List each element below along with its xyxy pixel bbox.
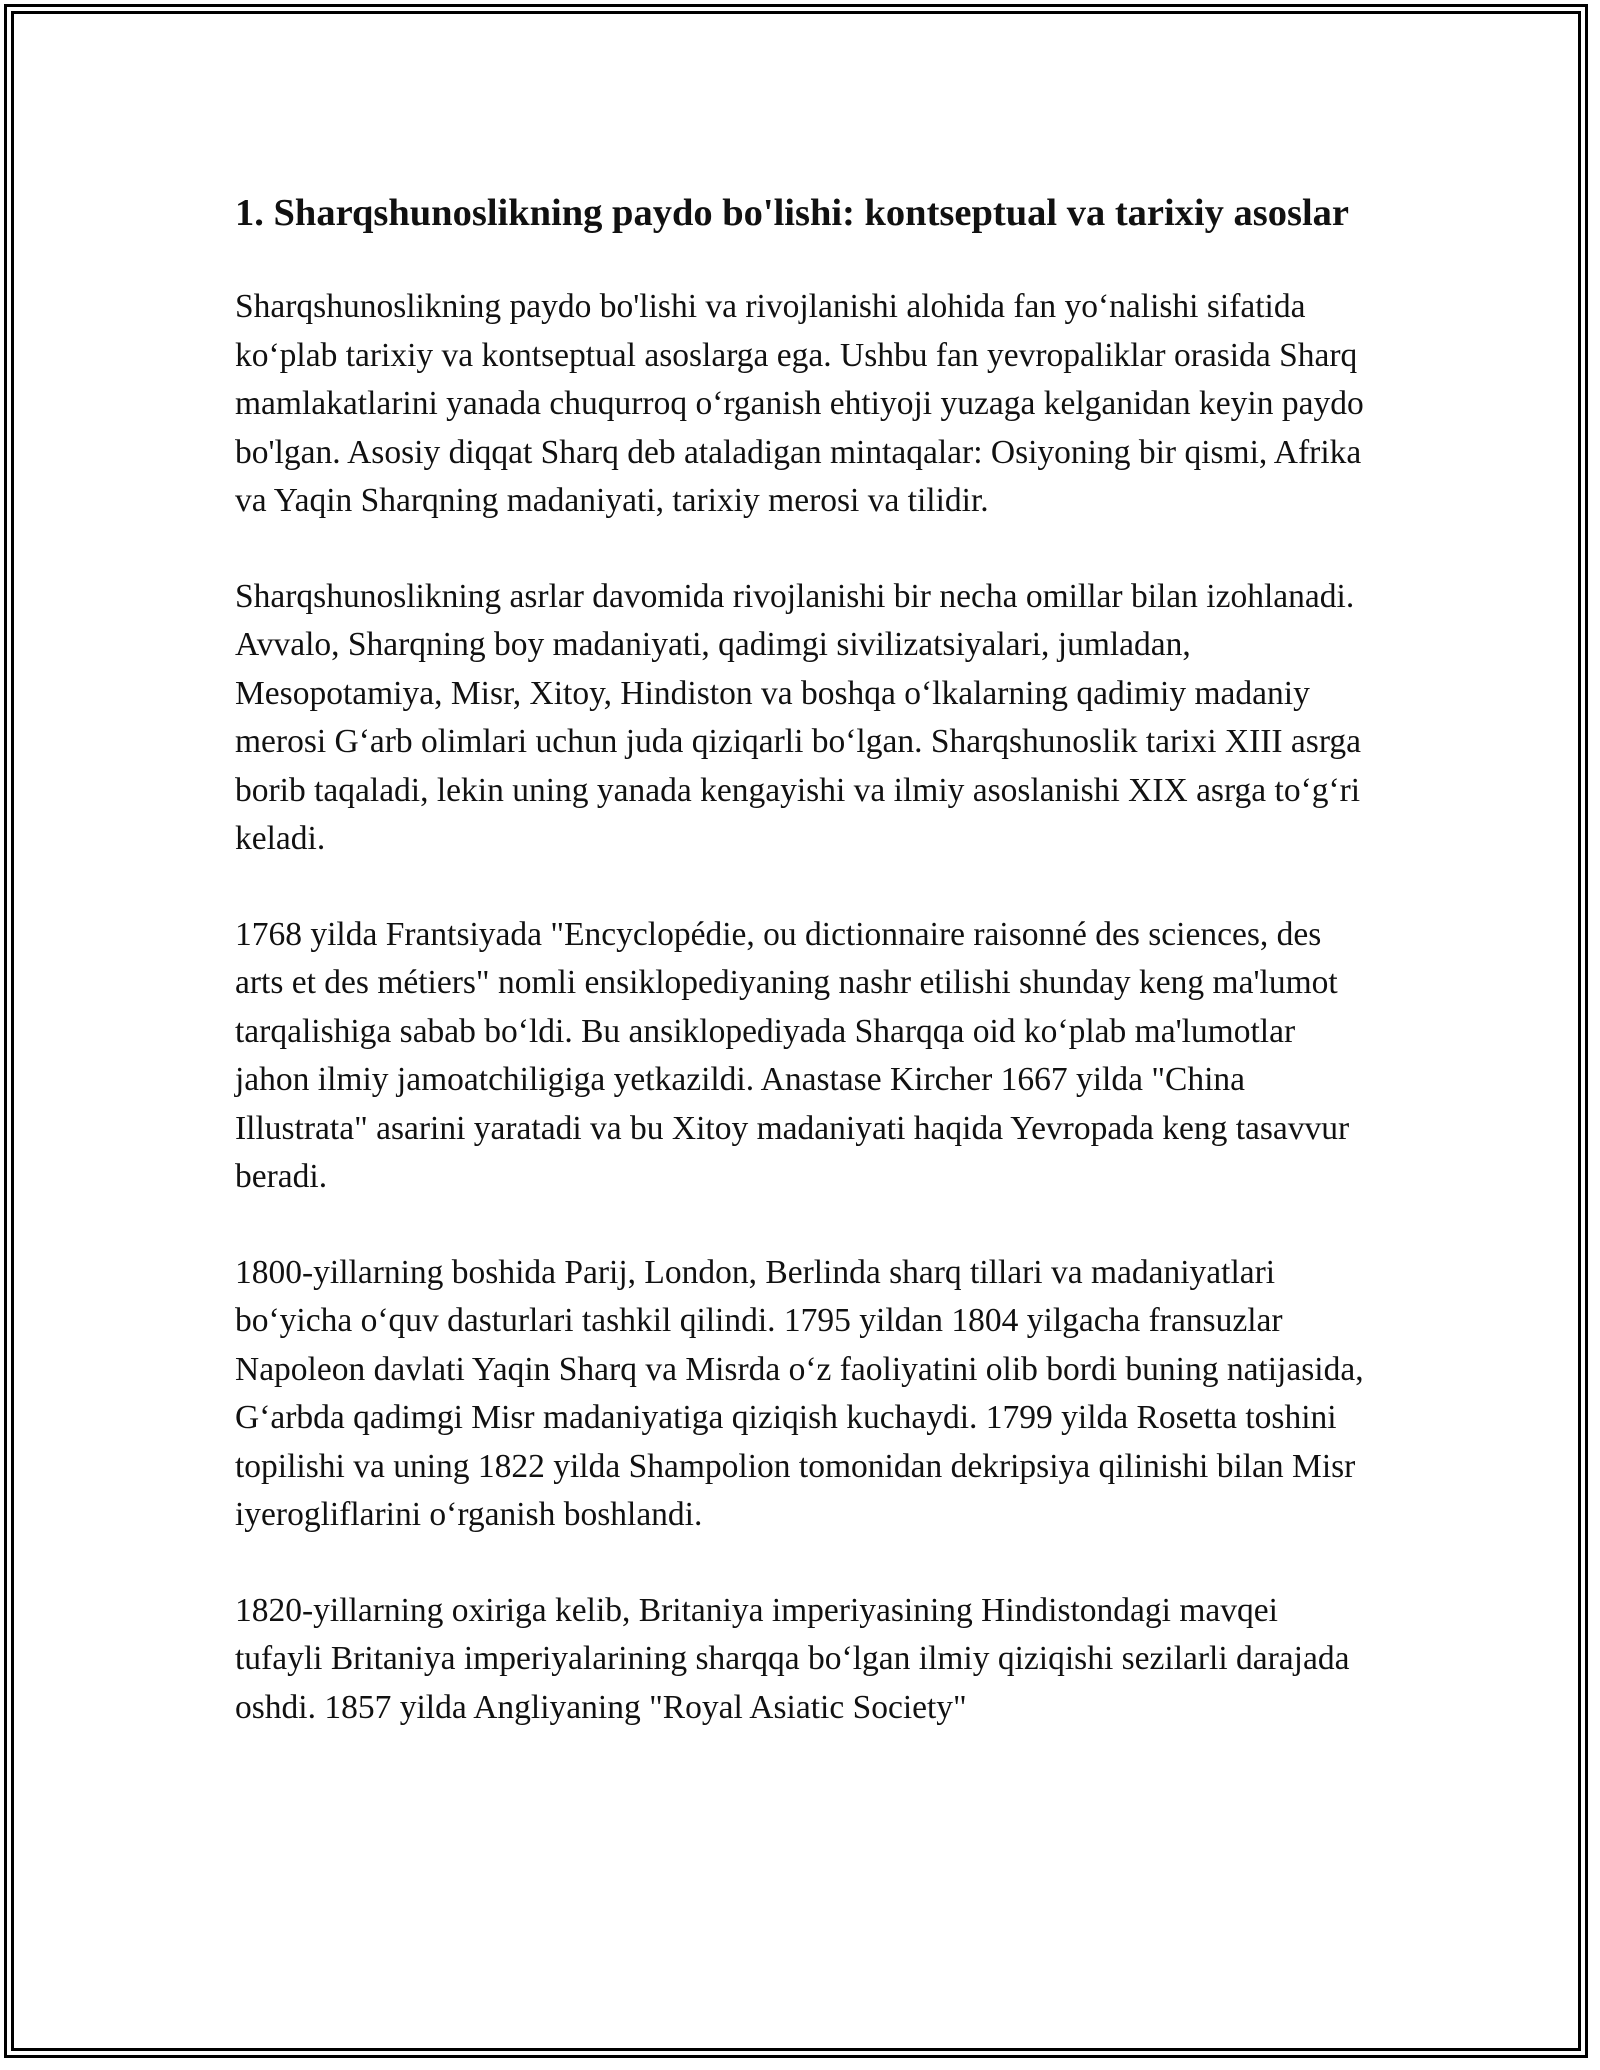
section-title: 1. Sharqshunoslikning paydo bo'lishi: kontseptual va tarixiy asoslar bbox=[235, 192, 1349, 234]
document-body bbox=[235, 186, 1365, 1779]
paragraph-1: Sharqshunoslikning paydo bo'lishi va rivojlanishi alohida fan yo‘nalishi sifatida ko‘plab tarixiy va kontseptual asoslarga ega. Ushbu fan yevropaliklar orasida Sharq mamlakatlarini yanada chuqurroq o‘rganish ehtiyoji yuzaga kelganidan keyin paydo bo'lgan. Asosiy diqqat Sharq deb ataladigan mintaqalar: Osiyoning bir qismi, Afrika va Yaqin Sharqning madaniyati, tarixiy merosi va tilidir. bbox=[235, 288, 1364, 519]
paragraph-3: 1768 yilda Frantsiyada "Encyclopédie, ou dictionnaire raisonné des sciences, des arts et des métiers" nomli ensiklopediyaning nashr etilishi shunday keng ma'lumot tarqalishiga sabab bo‘ldi. Bu ansiklopediyada Sharqqa oid ko‘plab ma'lumotlar jahon ilmiy jamoatchiligiga yetkazildi. Anastase Kircher 1667 yilda "China Illustrata" asarini yaratadi va bu Xitoy madaniyati haqida Yevropada keng tasavvur beradi. bbox=[235, 915, 1350, 1195]
paragraph-5: 1820-yillarning oxiriga kelib, Britaniya imperiyasining Hindistondagi mavqei tufayli Britaniya imperiyalarining sharqqa bo‘lgan ilmiy qiziqishi sezilarli darajada oshdi. 1857 yilda Angliyaning "Royal Asiatic Society" bbox=[235, 1591, 1350, 1726]
paragraph-2: Sharqshunoslikning asrlar davomida rivojlanishi bir necha omillar bilan izohlanadi. Avvalo, Sharqning boy madaniyati, qadimgi sivilizatsiyalari, jumladan, Mesopotamiya, Misr, Xitoy, Hindiston va boshqa o‘lkalarning qadimiy madaniy merosi G‘arb olimlari uchun juda qiziqarli bo‘lgan. Sharqshunoslik tarixi XIII asrga borib taqaladi, lekin uning yanada kengayishi va ilmiy asoslanishi XIX asrga to‘g‘ri keladi. bbox=[235, 577, 1362, 857]
paragraph-4: 1800-yillarning boshida Parij, London, Berlinda sharq tillari va madaniyatlari bo‘yicha o‘quv dasturlari tashkil qilindi. 1795 yildan 1804 yilgacha fransuzlar Napoleon davlati Yaqin Sharq va Misrda o‘z faoliyatini olib bordi buning natijasida, G‘arbda qadimgi Misr madaniyatiga qiziqish kuchaydi. 1799 yilda Rosetta toshini topilishi va uning 1822 yilda Shampolion tomonidan dekripsiya qilinishi bilan Misr iyerogliflarini o‘rganish boshlandi. bbox=[235, 1253, 1364, 1533]
